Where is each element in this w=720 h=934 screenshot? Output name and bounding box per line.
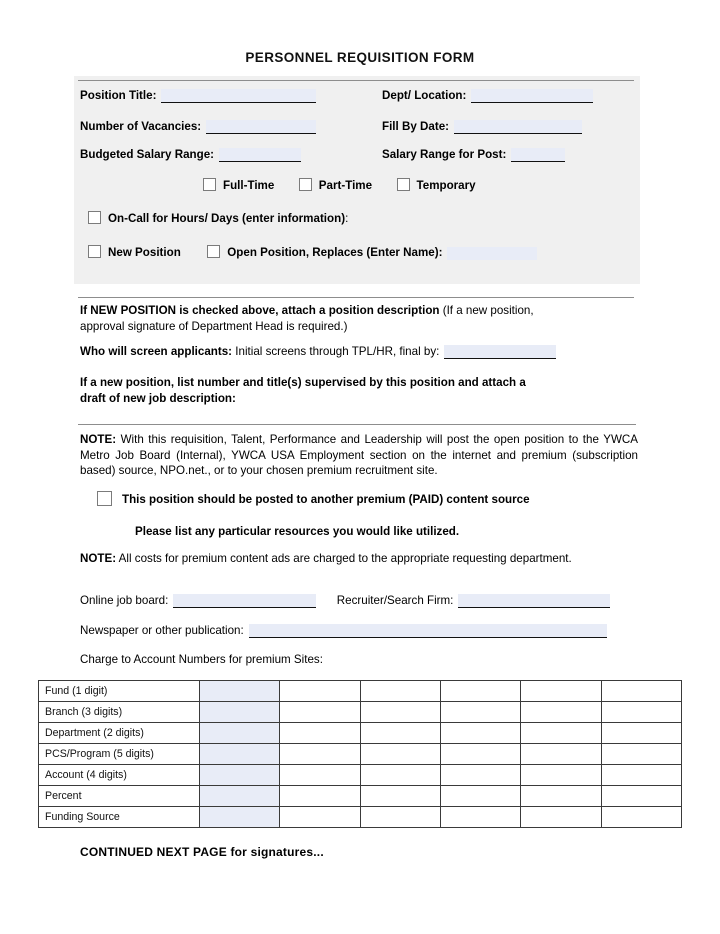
- table-row-label: PCS/Program (5 digits): [39, 744, 200, 765]
- table-cell[interactable]: [360, 744, 440, 765]
- table-cell[interactable]: [280, 681, 360, 702]
- table-cell[interactable]: [360, 681, 440, 702]
- full-time-label: Full-Time: [223, 179, 275, 192]
- newspaper-input[interactable]: [249, 624, 607, 638]
- table-cell[interactable]: [601, 786, 681, 807]
- table-cell[interactable]: [200, 765, 280, 786]
- table-cell[interactable]: [440, 723, 520, 744]
- salary-range-for-post-input[interactable]: [511, 148, 565, 162]
- newspaper-row: [80, 623, 607, 638]
- table-cell[interactable]: [601, 744, 681, 765]
- table-cell[interactable]: [200, 786, 280, 807]
- table-cell[interactable]: [360, 807, 440, 828]
- temporary-checkbox[interactable]: [397, 178, 410, 191]
- table-row: [39, 702, 682, 723]
- table-row: [39, 765, 682, 786]
- divider-after-header: [78, 297, 634, 298]
- table-cell[interactable]: [280, 723, 360, 744]
- cost-note-label: NOTE:: [80, 552, 117, 565]
- online-job-board-label: Online job board:: [80, 594, 169, 607]
- resources-prompt: Please list any particular resources you would like utilized.: [135, 525, 460, 538]
- online-job-board-row: [80, 593, 610, 608]
- table-cell[interactable]: [521, 702, 601, 723]
- table-cell[interactable]: [200, 744, 280, 765]
- posting-note-body: With this requisition, Talent, Performance and Leadership will post the open position to the YWCA Metro Job Board (Internal), YWCA USA Employment section on the internet and premium (subscription based) source, NPO.net., or to your chosen premium recruitment site.: [80, 433, 638, 477]
- screen-applicants-row: [80, 344, 556, 359]
- table-cell[interactable]: [440, 744, 520, 765]
- table-cell[interactable]: [280, 702, 360, 723]
- open-position-replaces-input[interactable]: [447, 247, 537, 260]
- open-position-label: Open Position, Replaces (Enter Name):: [227, 246, 443, 259]
- table-cell[interactable]: [521, 765, 601, 786]
- dept-location-row: [382, 88, 593, 103]
- number-of-vacancies-label: Number of Vacancies:: [80, 120, 202, 133]
- table-cell[interactable]: [280, 744, 360, 765]
- table-row-label: Branch (3 digits): [39, 702, 200, 723]
- employment-type-row: [203, 178, 476, 193]
- paid-content-checkbox[interactable]: [97, 491, 112, 506]
- table-cell[interactable]: [521, 681, 601, 702]
- on-call-label: On-Call for Hours/ Days (enter information): [108, 212, 346, 225]
- dept-location-label: Dept/ Location:: [382, 89, 467, 102]
- position-title-input[interactable]: [161, 89, 316, 103]
- position-title-label: Position Title:: [80, 89, 157, 102]
- position-status-row: [88, 245, 537, 260]
- on-call-checkbox[interactable]: [88, 211, 101, 224]
- cost-note-body: All costs for premium content ads are charged to the appropriate requesting department.: [118, 552, 572, 565]
- table-cell[interactable]: [521, 786, 601, 807]
- account-table-body: [39, 681, 682, 828]
- table-row: [39, 681, 682, 702]
- table-cell[interactable]: [360, 765, 440, 786]
- new-position-normal-tail: (If a new position,: [439, 304, 534, 317]
- fill-by-date-row: [382, 119, 582, 134]
- salary-range-for-post-row: [382, 147, 565, 162]
- table-cell[interactable]: [521, 807, 601, 828]
- posting-note-block: [80, 432, 638, 479]
- charge-accounts-label: Charge to Account Numbers for premium Sites:: [80, 653, 323, 666]
- part-time-checkbox[interactable]: [299, 178, 312, 191]
- table-cell[interactable]: [601, 807, 681, 828]
- number-of-vacancies-input[interactable]: [206, 120, 316, 134]
- part-time-label: Part-Time: [318, 179, 373, 192]
- on-call-suffix: :: [345, 212, 349, 225]
- screen-applicants-label: Who will screen applicants:: [80, 345, 233, 358]
- page-title: PERSONNEL REQUISITION FORM: [245, 50, 475, 65]
- table-cell[interactable]: [200, 681, 280, 702]
- table-cell[interactable]: [200, 807, 280, 828]
- table-row: [39, 723, 682, 744]
- new-position-line2: approval signature of Department Head is required.): [80, 319, 348, 333]
- table-cell[interactable]: [601, 681, 681, 702]
- table-cell[interactable]: [200, 723, 280, 744]
- table-row: [39, 807, 682, 828]
- table-cell[interactable]: [360, 723, 440, 744]
- table-cell[interactable]: [440, 681, 520, 702]
- supervised-line1: If a new position, list number and title(s) supervised by this position and attach a: [80, 376, 526, 389]
- table-row-label: Fund (1 digit): [39, 681, 200, 702]
- supervised-positions-instructions: [80, 375, 642, 406]
- table-cell[interactable]: [280, 786, 360, 807]
- account-numbers-table: [38, 680, 682, 828]
- table-cell[interactable]: [521, 744, 601, 765]
- table-row-label: Account (4 digits): [39, 765, 200, 786]
- table-row: [39, 744, 682, 765]
- table-cell[interactable]: [440, 786, 520, 807]
- recruiter-input[interactable]: [458, 594, 610, 608]
- table-row-label: Percent: [39, 786, 200, 807]
- paid-content-label: This position should be posted to another premium (PAID) content source: [122, 493, 530, 506]
- divider-before-posting-note: [78, 424, 636, 425]
- supervised-line2: draft of new job description:: [80, 391, 236, 405]
- on-call-row: [88, 211, 348, 226]
- posting-note-label: NOTE:: [80, 433, 117, 446]
- new-position-label: New Position: [108, 246, 181, 259]
- new-position-bold-lead: If NEW POSITION is checked above, attach a position description: [80, 304, 440, 317]
- open-position-checkbox[interactable]: [207, 245, 220, 258]
- table-cell[interactable]: [360, 702, 440, 723]
- temporary-label: Temporary: [416, 179, 476, 192]
- full-time-checkbox[interactable]: [203, 178, 216, 191]
- table-cell[interactable]: [360, 786, 440, 807]
- fill-by-date-input[interactable]: [454, 120, 582, 134]
- table-row-label: Funding Source: [39, 807, 200, 828]
- table-cell[interactable]: [280, 807, 360, 828]
- new-position-instructions: [80, 303, 640, 334]
- budgeted-salary-range-row: [80, 147, 301, 162]
- screen-applicants-input[interactable]: [444, 345, 556, 359]
- table-cell[interactable]: [440, 807, 520, 828]
- table-cell[interactable]: [280, 765, 360, 786]
- new-position-checkbox[interactable]: [88, 245, 101, 258]
- dept-location-input[interactable]: [471, 89, 593, 103]
- budgeted-salary-range-label: Budgeted Salary Range:: [80, 148, 215, 161]
- position-title-row: [80, 88, 316, 103]
- online-job-board-input[interactable]: [173, 594, 316, 608]
- budgeted-salary-range-input[interactable]: [219, 148, 301, 162]
- table-row-label: Department (2 digits): [39, 723, 200, 744]
- recruiter-label: Recruiter/Search Firm:: [336, 594, 454, 607]
- table-cell[interactable]: [601, 702, 681, 723]
- number-of-vacancies-row: [80, 119, 316, 134]
- paid-content-row: [97, 492, 530, 507]
- salary-range-for-post-label: Salary Range for Post:: [382, 148, 507, 161]
- divider-top: [78, 80, 634, 81]
- newspaper-label: Newspaper or other publication:: [80, 624, 244, 637]
- table-cell[interactable]: [440, 765, 520, 786]
- table-cell[interactable]: [601, 723, 681, 744]
- table-row: [39, 786, 682, 807]
- screen-applicants-text: Initial screens through TPL/HR, final by:: [235, 345, 440, 358]
- table-cell[interactable]: [440, 702, 520, 723]
- table-cell[interactable]: [200, 702, 280, 723]
- continued-next-page-note: CONTINUED NEXT PAGE for signatures...: [80, 845, 324, 859]
- fill-by-date-label: Fill By Date:: [382, 120, 449, 133]
- table-cell[interactable]: [521, 723, 601, 744]
- table-cell[interactable]: [601, 765, 681, 786]
- cost-note-block: [80, 551, 638, 567]
